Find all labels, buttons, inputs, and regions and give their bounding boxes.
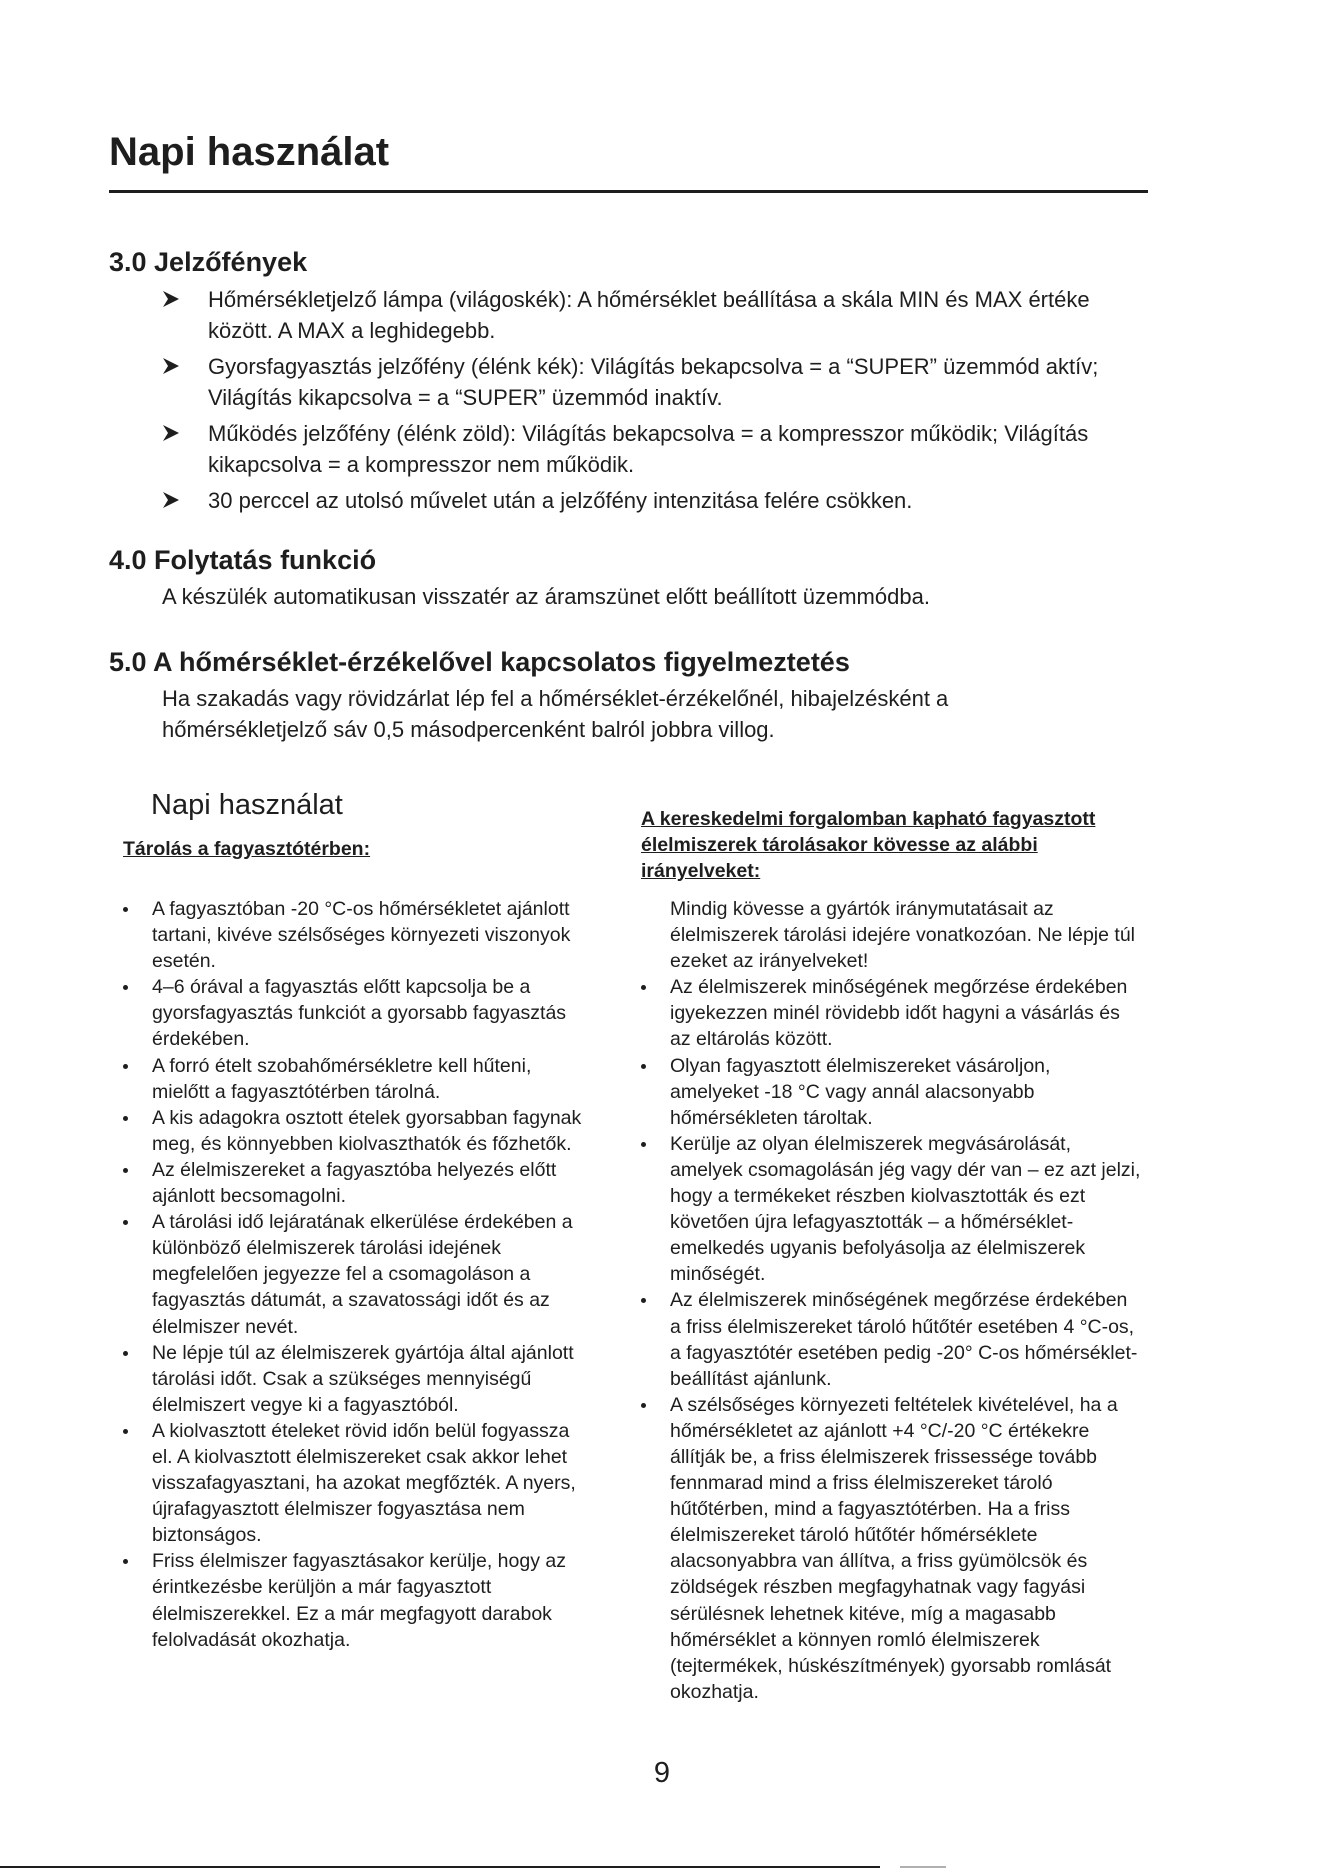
list-item: 4–6 órával a fagyasztás előtt kapcsolja be a gyorsfagyasztás funkciót a gyorsabb fagyasztás érdekében. <box>123 974 593 1052</box>
page-title: Napi használat <box>109 130 390 174</box>
bullet-dot-icon <box>123 1064 128 1069</box>
list-intro: Mindig kövesse a gyártók iránymutatásait az élelmiszerek tárolási idejére vonatkozóan. Ne lépje túl ezeket az irányelveket! <box>670 898 1135 973</box>
bullet-dot-icon <box>641 1298 646 1303</box>
list-item-text: Gyorsfagyasztás jelzőfény (élénk kék): Világítás bekapcsolva = a “SUPER” üzemmód aktív; Világítás kikapcsolva = a “SUPER” üzemmód inaktív. <box>208 354 1099 410</box>
list-item: Ne lépje túl az élelmiszerek gyártója által ajánlott tárolási időt. Csak a szükséges mennyiségű élelmiszert vegye ki a fagyasztóból. <box>123 1340 593 1418</box>
list-item: Az élelmiszerek minőségének megőrzése érdekében igyekezzen minél rövidebb időt hagyni a vásárlás és az eltárolás között. <box>641 974 1141 1052</box>
bullet-dot-icon <box>123 1559 128 1564</box>
bullet-dot-icon <box>123 907 128 912</box>
list-item: Az élelmiszereket a fagyasztóba helyezés előtt ajánlott becsomagolni. <box>123 1157 593 1209</box>
list-item-text: 30 perccel az utolsó művelet után a jelzőfény intenzitása felére csökken. <box>208 488 913 513</box>
column-title: Napi használat <box>151 789 343 821</box>
list-item: Az élelmiszerek minőségének megőrzése érdekében a friss élelmiszereket tároló hűtőtér esetében 4 °C-os, a fagyasztótér esetében pedig -20° C-os hőmérséklet-beállítást ajánlunk. <box>641 1287 1141 1391</box>
title-divider <box>109 190 1148 193</box>
left-column-subtitle: Tárolás a fagyasztótérben: <box>123 838 371 860</box>
bullet-dot-icon <box>123 1429 128 1434</box>
list-item: A forró ételt szobahőmérsékletre kell hűteni, mielőtt a fagyasztótérben tárolná. <box>123 1053 593 1105</box>
arrow-bullet-icon <box>162 491 180 509</box>
section-text-resume: A készülék automatikusan visszatér az áramszünet előtt beállított üzemmódba. <box>162 584 930 609</box>
arrow-bullet-icon <box>162 290 180 308</box>
list-item: A kis adagokra osztott ételek gyorsabban fagynak meg, és könnyebben kiolvaszthatók és főzhetők. <box>123 1105 593 1157</box>
list-item: A tárolási idő lejáratának elkerülése érdekében a különböző élelmiszerek tárolási idejének megfelelően jegyezze fel a csomagoláson a fagyasztás dátumát, a szavatossági időt és az élelmiszer nevét. <box>123 1209 593 1339</box>
bullet-dot-icon <box>123 1351 128 1356</box>
list-item <box>162 351 1152 413</box>
bullet-dot-icon <box>641 1403 646 1408</box>
page-number: 9 <box>653 1757 671 1789</box>
list-item: Olyan fagyasztott élelmiszereket vásároljon, amelyeket -18 °C vagy annál alacsonyabb hőmérsékleten tároltak. <box>641 1053 1141 1131</box>
indicator-list <box>162 284 1152 521</box>
bullet-dot-icon <box>641 1064 646 1069</box>
arrow-bullet-icon <box>162 424 180 442</box>
right-column-subtitle: A kereskedelmi forgalomban kapható fagyasztott élelmiszerek tárolásakor kövesse az alábbi irányelveket: <box>641 808 1096 882</box>
list-item: Friss élelmiszer fagyasztásakor kerülje, hogy az érintkezésbe kerüljön a már fagyasztott élelmiszerekkel. Ez a már megfagyott darabok felolvadását okozhatja. <box>123 1548 593 1652</box>
list-item <box>162 485 1152 516</box>
section-heading-indicators: 3.0 Jelzőfények <box>109 247 308 277</box>
footer-mark <box>900 1866 946 1868</box>
bullet-dot-icon <box>641 985 646 990</box>
bullet-dot-icon <box>123 1220 128 1225</box>
list-item-text: Működés jelzőfény (élénk zöld): Világítás bekapcsolva = a kompresszor működik; Világítás kikapcsolva = a kompresszor nem működik. <box>208 421 1089 477</box>
list-item: Kerülje az olyan élelmiszerek megvásárolását, amelyek csomagolásán jég vagy dér van – ez azt jelzi, hogy a termékeket részben kiolvasztották és ezt követően újra lefagyasztották – a hőmérséklet-emelkedés ugyanis befolyásolja az élelmiszerek minőségét. <box>641 1131 1141 1288</box>
list-item-text: Hőmérsékletjelző lámpa (világoskék): A hőmérséklet beállítása a skála MIN és MAX értéke között. A MAX a leghidegebb. <box>208 287 1090 343</box>
section-heading-resume: 4.0 Folytatás funkció <box>109 545 377 575</box>
freezer-storage-list <box>123 896 593 1653</box>
footer-divider <box>0 1866 880 1868</box>
section-heading-sensor-warning: 5.0 A hőmérséklet-érzékelővel kapcsolatos figyelmeztetés <box>109 647 850 677</box>
bullet-dot-icon <box>641 1142 646 1147</box>
arrow-bullet-icon <box>162 357 180 375</box>
list-item: A kiolvasztott ételeket rövid időn belül fogyassza el. A kiolvasztott élelmiszereket csak akkor lehet visszafagyasztani, ha azokat megfőzték. A nyers, újrafagyasztott élelmiszer fogyasztása nem biztonságos. <box>123 1418 593 1548</box>
section-text-sensor-warning: Ha szakadás vagy rövidzárlat lép fel a hőmérséklet-érzékelőnél, hibajelzésként a hőmérsékletjelző sáv 0,5 másodpercenként balról jobbra villog. <box>162 686 949 742</box>
list-item: A fagyasztóban -20 °C-os hőmérsékletet ajánlott tartani, kivéve szélsőséges környezeti viszonyok esetén. <box>123 896 593 974</box>
commercial-frozen-food-list <box>641 896 1141 1705</box>
list-item: A szélsőséges környezeti feltételek kivételével, ha a hőmérsékletet az ajánlott +4 °C/-20 °C értékekre állítják be, a friss élelmiszerek frissessége tovább fennmarad mind a friss élelmiszereket tároló hűtőtérben, mind a fagyasztótérben. Ha a friss élelmiszereket tároló hűtőtér hőmérséklete alacsonyabbra van állítva, a friss gyümölcsök és zöldségek részben megfagyhatnak vagy fagyási sérülésnek lehetnek kitéve, míg a magasabb hőmérséklet a könnyen romló élelmiszerek (tejtermékek, húskészítmények) gyorsabb romlását okozhatja. <box>641 1392 1141 1705</box>
list-item <box>162 284 1152 346</box>
bullet-dot-icon <box>123 1116 128 1121</box>
bullet-dot-icon <box>123 985 128 990</box>
list-item <box>162 418 1152 480</box>
bullet-dot-icon <box>123 1168 128 1173</box>
